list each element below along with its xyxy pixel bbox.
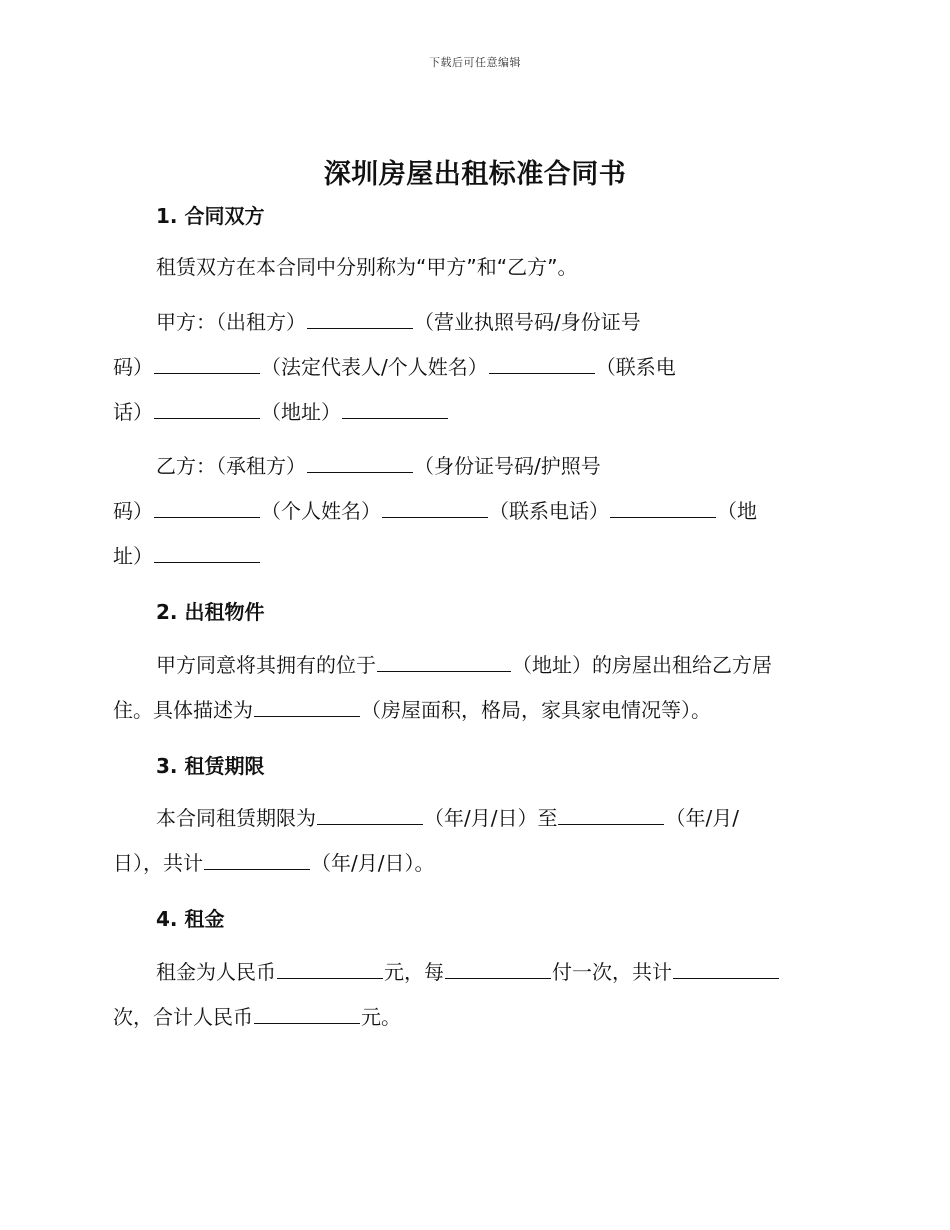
section-4-line-1 [156,958,780,985]
rent-total-label: 次，合计人民币 [113,1005,253,1029]
section-2-line-1 [156,651,772,678]
party-a-address-label: （地址） [261,400,341,424]
party-b-id-label-cont: 码） [113,499,153,523]
rent-period-label: 元，每 [384,960,444,984]
party-a-name-blank [307,308,413,329]
party-b-address-label: （地 [717,499,757,523]
property-description-blank [254,696,360,717]
rent-period-blank [445,958,551,979]
property-rent-text: （地址）的房屋出租给乙方居 [512,653,772,677]
rent-amount-label: 租金为人民币 [156,960,276,984]
section-3-line-1 [156,804,739,831]
term-total-label: 日），共计 [113,851,203,875]
party-a-line-1 [156,308,641,335]
section-1-heading: 1. 合同双方 [156,204,265,228]
property-description-hint: （房屋面积，格局，家具家电情况等）。 [361,698,711,722]
term-end-blank [558,804,664,825]
party-b-person-label: （个人姓名） [261,499,381,523]
party-b-id-blank [154,497,260,518]
rent-count-label: 付一次，共计 [552,960,672,984]
party-a-line-2 [113,353,676,380]
section-2-line-2 [113,696,711,723]
party-a-phone-label-cont: 话） [113,400,153,424]
party-b-address-blank [154,542,260,563]
section-1-intro: 租赁双方在本合同中分别称为“甲方”和“乙方”。 [156,255,578,279]
term-start-blank [317,804,423,825]
section-3-line-2 [113,849,434,876]
party-a-address-blank [342,398,448,419]
party-a-phone-label: （联系电 [595,355,676,379]
section-3-heading: 3. 租赁期限 [156,754,265,778]
party-b-phone-label: （联系电话） [489,499,609,523]
property-location-label: 甲方同意将其拥有的位于 [156,653,376,677]
property-description-label: 住。具体描述为 [113,698,253,722]
document-title: 深圳房屋出租标准合同书 [323,159,627,190]
party-a-rep-blank [489,353,595,374]
rent-count-blank [673,958,779,979]
rent-amount-blank [277,958,383,979]
party-b-line-2 [113,497,757,524]
party-a-id-label-cont: 码） [113,355,153,379]
section-4-line-2 [113,1003,401,1030]
party-a-label: 甲方：（出租方） [156,310,306,334]
party-b-person-blank [382,497,488,518]
header-note: 下载后可任意编辑 [429,56,521,69]
party-b-line-1 [156,452,601,479]
property-address-blank [377,651,511,672]
party-b-address-label-cont: 址） [113,544,153,568]
party-b-name-blank [307,452,413,473]
party-b-line-3 [113,542,261,569]
party-a-line-3 [113,398,449,425]
section-4-heading: 4. 租金 [156,907,225,931]
party-a-id-blank [154,353,260,374]
term-total-blank [204,849,310,870]
rent-total-unit: 元。 [361,1005,401,1029]
term-to-label: （年/月/日）至 [424,806,558,830]
rent-total-blank [254,1003,360,1024]
section-2-heading: 2. 出租物件 [156,600,265,624]
party-b-label: 乙方：（承租方） [156,454,306,478]
term-total-format: （年/月/日）。 [311,851,435,875]
party-b-id-label: （身份证号码/护照号 [414,454,601,478]
party-a-id-label: （营业执照号码/身份证号 [414,310,641,334]
party-a-rep-label: （法定代表人/个人姓名） [261,355,488,379]
term-date-format: （年/月/ [665,806,739,830]
term-label: 本合同租赁期限为 [156,806,316,830]
party-a-phone-blank [154,398,260,419]
party-b-phone-blank [610,497,716,518]
